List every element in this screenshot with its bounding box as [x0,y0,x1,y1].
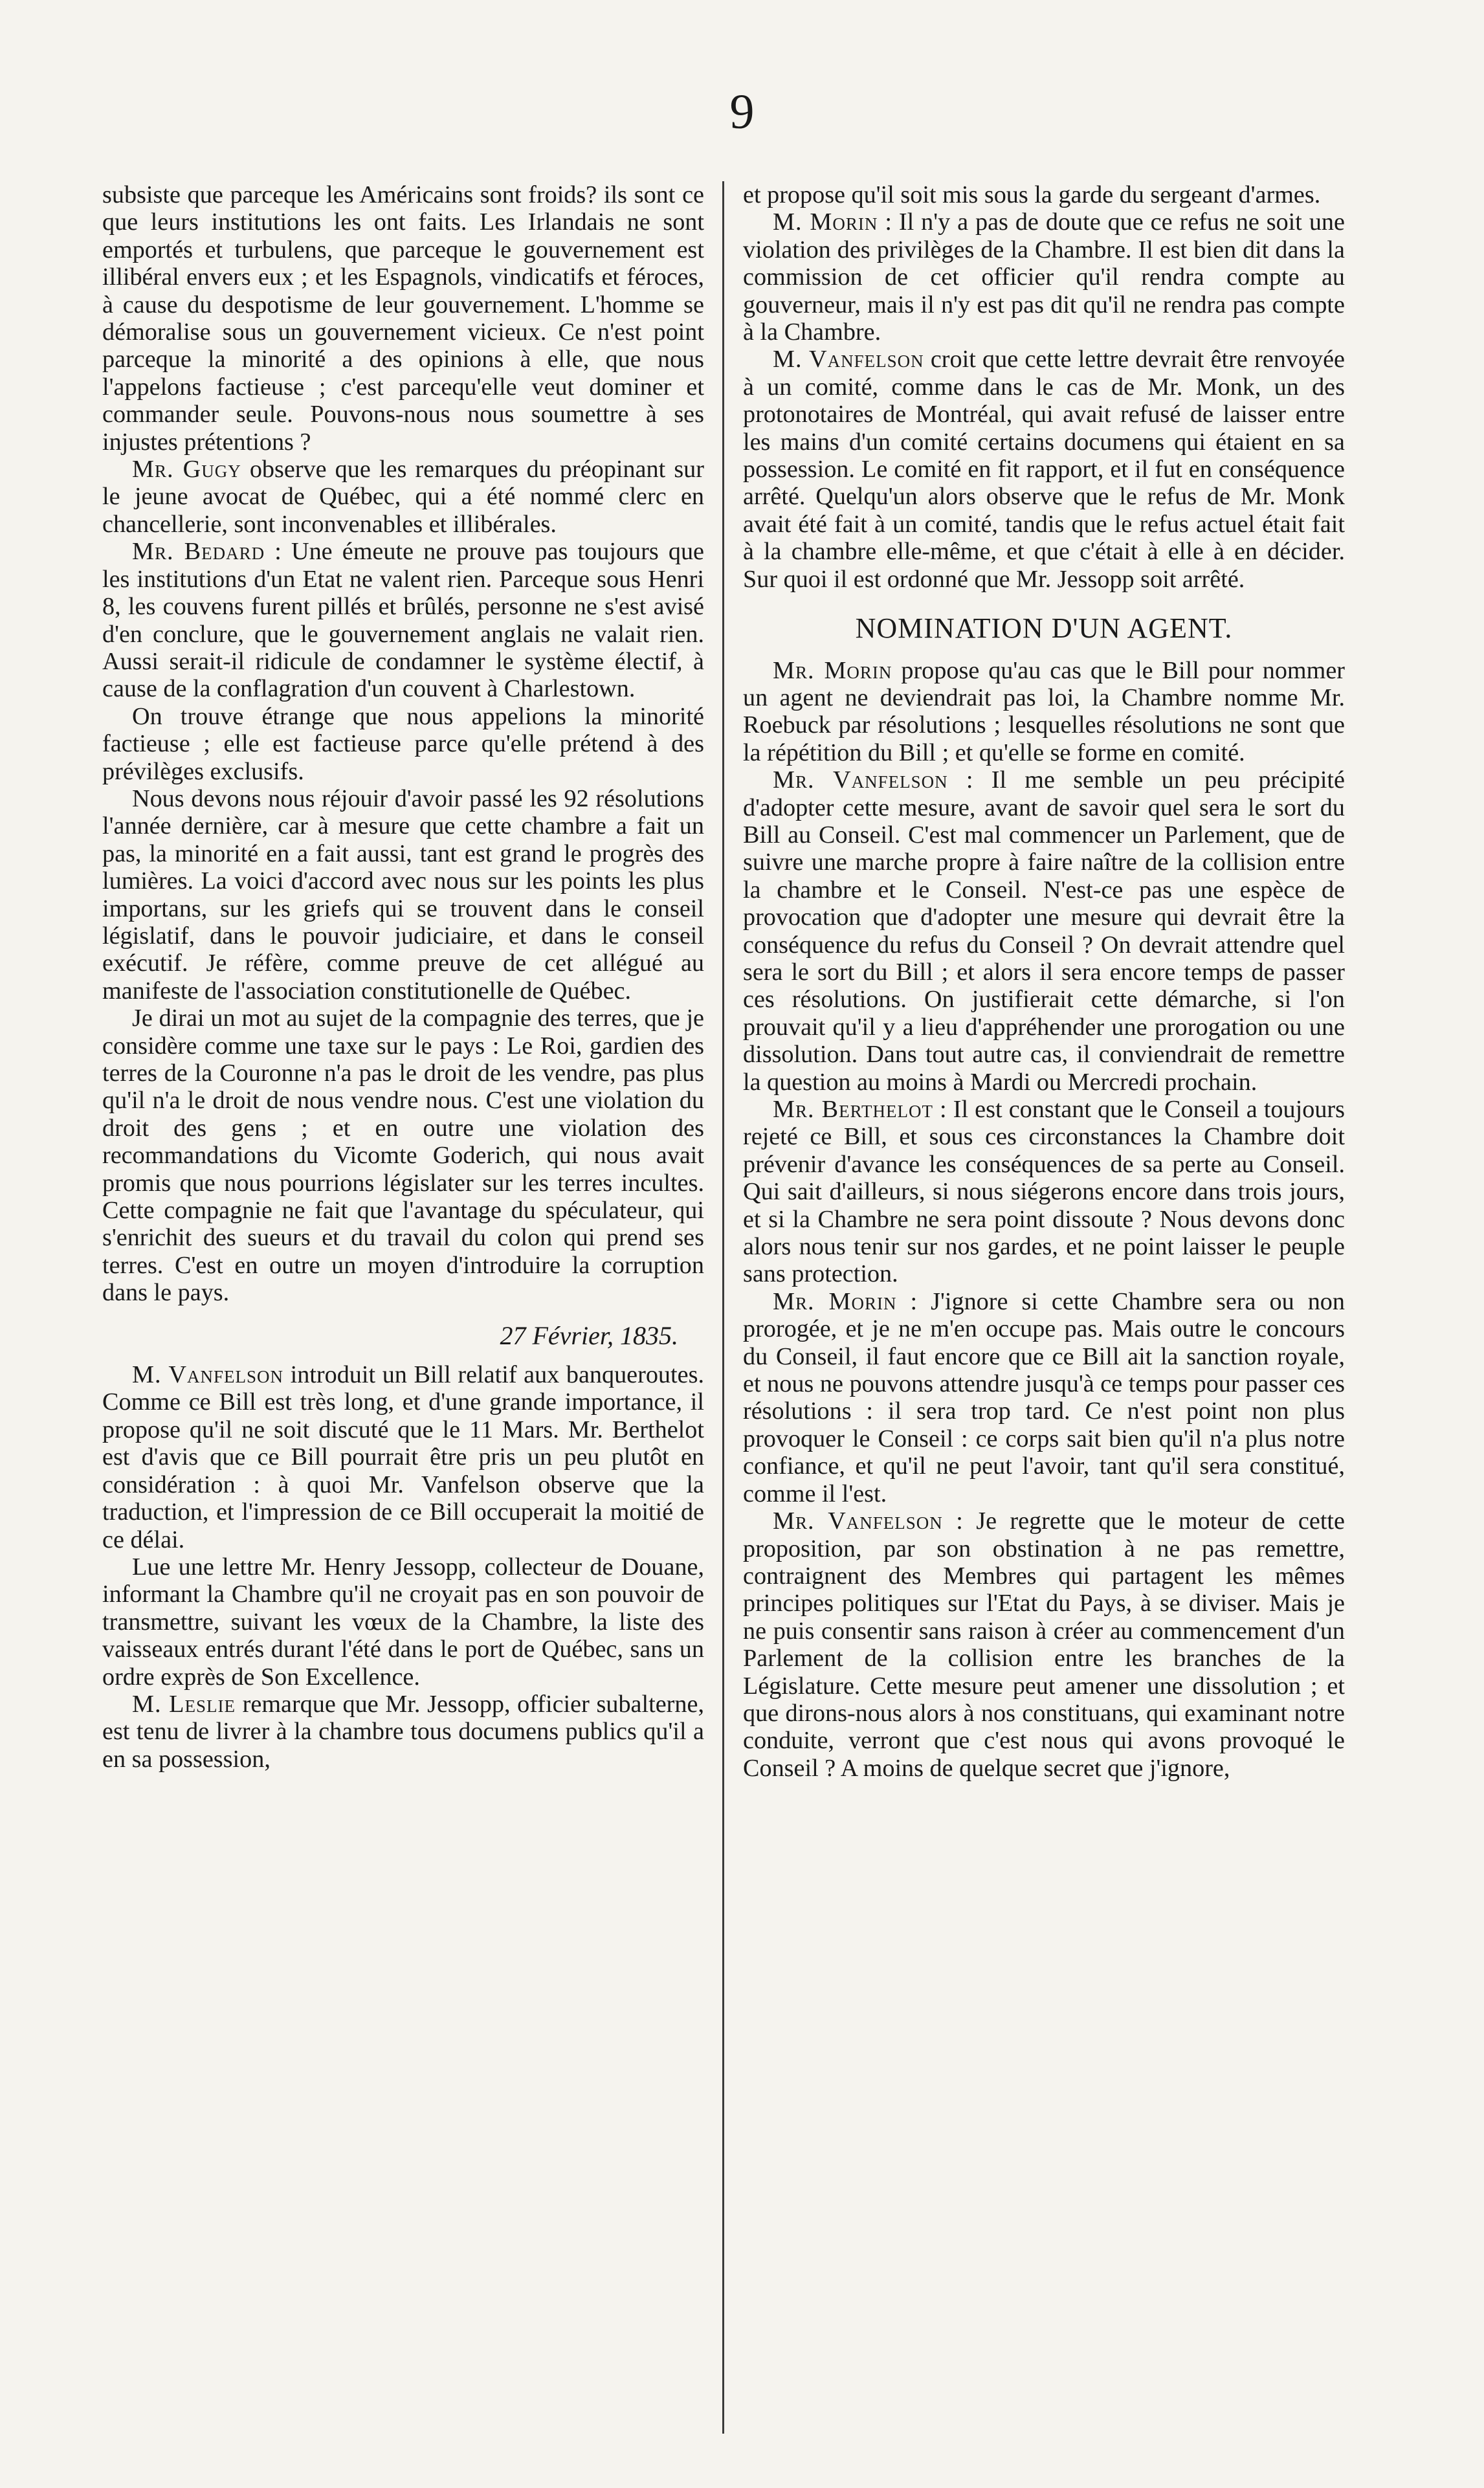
paragraph [102,1691,704,1773]
paragraph-text: : Il est constant que le Conseil a toujours rejeté ce Bill, et sous ces circonstances la Chambre doit prévenir d'avance les conséquences de sa perte au Conseil. Qui sait d'ailleurs, si nous siégerons encore dans trois jours, et si la Chambre ne sera point dissoute ? Nous devons donc alors nous tenir sur nos gardes, et ne point laisser le peuple sans protection. [743,1096,1345,1288]
paragraph-text: : Je regrette que le moteur de cette proposition, par son obstination à ne pas remettre, contraignent des Membres qui partagent les mêmes principes politiques sur l'Etat du Pays, à se diviser. Mais je ne puis consentir sans raison à créer au commencement d'un Parlement de la collision entre les branches de la Législature. Cette mesure peut amener une dissolution ; et que dirons-nous alors à nos constituans, qui examinant notre conduite, verront que c'est nous qui avons provoqué le Conseil ? A moins de quelque secret que j'ignore, [743,1507,1345,1782]
paragraph [743,1096,1345,1288]
speaker-name: M. Vanfelson [773,346,924,373]
paragraph-text: Je dirai un mot au sujet de la compagnie des terres, que je considère comme une taxe sur le pays : Le Roi, gardien des terres de la Couronne n'a pas le droit de les vendre, pas plus qu'il n'a le droit de nous vendre nous. C'est une violation du droit des gens ; et en outre une violation des recommandations du Vicomte Goderich, qui nous avait promis que nous pourrions législater sur les terres incultes. Cette compagnie ne fait que l'avantage du spéculateur, qui s'enrichit des sueurs et du travail du colon qui prend ses terres. C'est en outre un moyen d'introduire la corruption dans le pays. [102,1005,704,1307]
paragraph-text: Nous devons nous réjouir d'avoir passé les 92 résolutions l'année dernière, car à mesure que cette chambre a fait un pas, la minorité en a fait aussi, tant est grand le progrès des lumières. La voici d'accord avec nous sur les points les plus importans, sur les griefs qui se trouvent dans le conseil législatif, dans le pouvoir judiciaire, et dans le conseil exécutif. Je réfère, comme preuve de cet allégué au manifeste de l'association constitutionelle de Québec. [102,784,704,1005]
paragraph [743,1288,1345,1507]
speaker-name: Mr. Morin [773,1287,897,1315]
speaker-name: M. Morin [773,208,878,236]
section-heading: NOMINATION D'UN AGENT. [855,612,1233,645]
speaker-name: M. Vanfelson [132,1361,283,1389]
paragraph [102,538,704,702]
paragraph-text: propose qu'au cas que le Bill pour nommer un agent ne deviendrait pas loi, la Chambre nomme Mr. Roebuck par résolutions ; lesquelles résolutions ne sont que la répétition du Bill ; et qu'elle se forme en comité. [743,656,1346,766]
speaker-name: Mr. Vanfelson [773,1507,943,1535]
speaker-name: Mr. Vanfelson [773,766,948,794]
paragraph [743,181,1345,208]
paragraph [102,703,704,785]
speaker-name: Mr. Bedard [132,538,265,566]
paragraph-text: subsiste que parceque les Américains sont froids? ils sont ce que leurs institutions les ont faits. Les Irlandais ne sont emportés et turbulens, que parceque le gouvernement est illibéral envers eux ; et les Espagnols, vindicatifs et féroces, à cause du despotisme de leur gouvernement. L'homme se démoralise sous un gouvernement vicieux. Ce n'est point parceque la minorité a des opinions à elle, que nous l'appelons factieuse ; c'est parcequ'elle veut dominer et commander seule. Pouvons-nous nous soumettre à ses injustes prétentions ? [102,181,704,456]
paragraph-text: : Une émeute ne prouve pas toujours que les institutions d'un Etat ne valent rien. Parceque sous Henri 8, les couvens furent pillés et brûlés, personne ne s'est avisé d'en conclure, que le gouvernement anglais ne valait rien. Aussi serait-il ridicule de condamner le système électif, à cause de la conflagration d'un couvent à Charlestown. [102,538,704,703]
paragraph-text: : Il n'y a pas de doute que ce refus ne soit une violation des privilèges de la Chambre. Il est bien dit dans la commission de cet officier qu'il rendra compte au gouverneur, mais il n'y est pas dit qu'il ne rendra pas compte à la Chambre. [743,208,1345,346]
column-divider [722,181,724,2434]
paragraph [743,208,1345,346]
speaker-name: M. Leslie [132,1690,236,1718]
paragraph [743,657,1345,767]
paragraph-text: Lue une lettre Mr. Henry Jessopp, collecteur de Douane, informant la Chambre qu'il ne croyait pas en son pouvoir de transmettre, suivant les vœux de la Chambre, la liste des vaisseaux entrés durant l'été dans le port de Québec, sans un ordre exprès de Son Excellence. [102,1553,704,1691]
speaker-name: Mr. Berthelot [773,1096,933,1123]
paragraph [743,766,1345,1096]
paragraph-text: et propose qu'il soit mis sous la garde du sergeant d'armes. [743,181,1321,208]
paragraph [102,456,704,538]
paragraph [102,1361,704,1553]
paragraph-text: On trouve étrange que nous appelions la minorité factieuse ; elle est factieuse parce qu'elle prétend à des prévilèges exclusifs. [102,702,704,785]
dateline: 27 Février, 1835. [500,1320,678,1350]
paragraph [102,1005,704,1306]
paragraph-text: introduit un Bill relatif aux banqueroutes. Comme ce Bill est très long, et d'une grande importance, il propose qu'il ne soit discuté que le 11 Mars. Mr. Berthelot est d'avis que ce Bill pourrait être pris un peu plutôt en considération : à quoi Mr. Vanfelson observe que la traduction, et l'impression de ce Bill occuperait la moitié de ce délai. [102,1361,704,1553]
paragraph [743,1507,1345,1782]
speaker-name: Mr. Morin [773,656,892,684]
paragraph [102,1553,704,1691]
page-number: 9 [729,85,755,139]
paragraph-text: remarque que Mr. Jessopp, officier subalterne, est tenu de livrer à la chambre tous documens publics qu'il a en sa possession, [102,1690,704,1773]
paragraph [743,346,1345,593]
paragraph-text: observe que les remarques du préopinant sur le jeune avocat de Québec, qui a été nommé clerc en chancellerie, sont inconvenables et illibérales. [102,456,704,538]
paragraph-text: : Il me semble un peu précipité d'adopter cette mesure, avant de savoir quel sera le sort du Bill au Conseil. C'est mal commencer un Parlement, que de suivre une marche propre à faire naître de la collision entre la chambre et le Conseil. N'est-ce pas une espèce de provocation que d'adopter une mesure qui devrait être la conséquence du refus du Conseil ? On devrait attendre quel sera le sort du Bill ; et alors il sera encore temps de passer ces résolutions. On justifierait cette démarche, si l'on prouvait qu'il y a lieu d'appréhender une prorogation ou une dissolution. Dans tout autre cas, il conviendrait de remettre la question au moins à Mardi ou Mercredi prochain. [743,766,1345,1096]
paragraph-text: : J'ignore si cette Chambre sera ou non prorogée, et je ne m'en occupe pas. Mais outre le concours du Conseil, il faut encore que ce Bill ait la sanction royale, et nous ne pouvons attendre jusqu'à ce temps pour passer ces résolutions : il sera trop tard. Ce n'est point non plus provoquer le Conseil : ce corps sait bien qu'il n'a plus notre confiance, et qu'il ne peut l'avoir, tant qu'il sera constitué, comme il l'est. [743,1287,1345,1507]
speaker-name: Mr. Gugy [132,456,241,483]
right-column [743,181,1345,1782]
paragraph [102,181,704,456]
left-column [102,181,704,1773]
paragraph [102,785,704,1005]
paragraph-text: croit que cette lettre devrait être renvoyée à un comité, comme dans le cas de Mr. Monk, un des protonotaires de Montréal, qui avait refusé de laisser entre les mains d'un comité certains documens qui étaient en sa possession. Le comité en fit rapport, et il fut en conséquence arrêté. Quelqu'un alors observe que le refus de Mr. Monk avait été fait à un comité, tandis que le refus actuel était fait à la chambre elle-même, et que c'était à elle à en décider. Sur quoi il est ordonné que Mr. Jessopp soit arrêté. [743,346,1345,593]
